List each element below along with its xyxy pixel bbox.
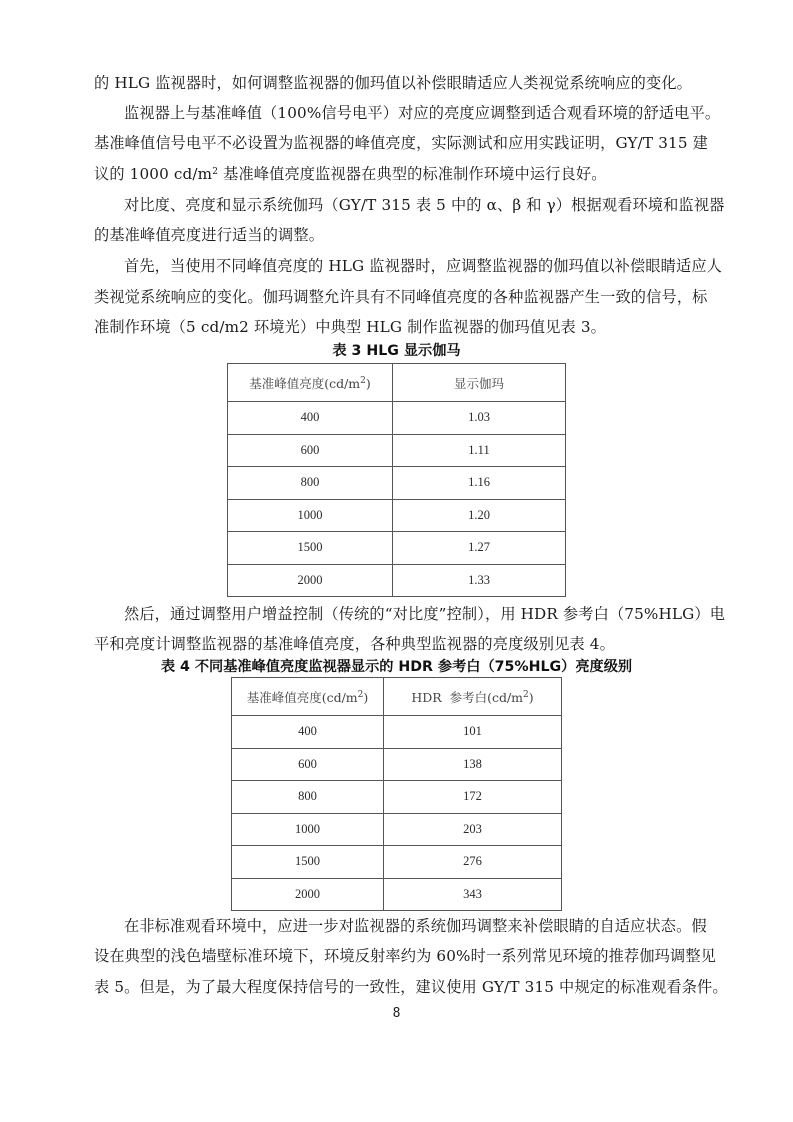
table-header-row [232,678,562,716]
table-cell: 1000 [232,813,384,846]
paragraph-line: 准制作环境（5 cd/m2 环境光）中典型 HLG 制作监视器的伽玛值见表 3。 [94,318,607,336]
table-cell: 1.11 [393,434,566,467]
table-cell: 343 [384,878,562,911]
header-text: ) [528,689,534,705]
table-cell: 600 [232,748,384,781]
table-row [228,499,566,532]
table-cell: 101 [384,716,562,749]
superscript: 2 [360,375,366,386]
paragraph-line: 对比度、亮度和显示系统伽玛（GY/T 315 表 5 中的 α、β 和 γ）根据观看环境和监视器 [124,196,725,214]
table-cell: 2000 [232,878,384,911]
table-row [228,434,566,467]
superscript: 2 [212,167,219,177]
table3-caption: 表 3 HLG 显示伽马 [332,343,461,359]
table-cell: 172 [384,781,562,814]
paragraph-line: 的 HLG 监视器时，如何调整监视器的伽玛值以补偿眼睛适应人类视觉系统响应的变化。 [94,74,693,92]
table-row [232,846,562,879]
table-cell: 138 [384,748,562,781]
table-cell: 800 [232,781,384,814]
column-header-peak-luminance [228,364,393,402]
table-header-row [228,364,566,402]
paragraph-line: 平和亮度计调整监视器的基准峰值亮度，各种典型监视器的亮度级别见表 4。 [94,635,615,653]
text-segment: 基准峰值亮度监视器在典型的标准制作环境中运行良好。 [218,165,607,183]
table-row [228,532,566,565]
table-cell: 800 [228,467,393,500]
table-cell: 1500 [228,532,393,565]
paragraph-line: 的基准峰值亮度进行适当的调整。 [94,226,325,244]
table-row [228,402,566,435]
paragraph-line: 在非标准观看环境中，应进一步对监视器的系统伽玛调整来补偿眼睛的自适应状态。假 [124,917,707,935]
table-cell: 400 [232,716,384,749]
table-row [232,781,562,814]
paragraph-line: 设在典型的浅色墙壁标准环境下，环境反射率约为 60%时一系列常见环境的推荐伽玛调整见 [94,947,717,965]
superscript: 2 [523,689,529,700]
table-cell: 1.03 [393,402,566,435]
paragraph-line [94,164,704,184]
header-text: 基准峰值亮度(cd/m [249,375,361,391]
text-segment: 议的 1000 cd/m [94,165,213,183]
table-cell: 1000 [228,499,393,532]
table-row [232,878,562,911]
table-row [232,716,562,749]
paragraph-line: 首先，当使用不同峰值亮度的 HLG 监视器时，应调整监视器的伽玛值以补偿眼睛适应人 [124,257,723,275]
table-row [232,748,562,781]
header-text: ) [365,375,371,391]
table-row [232,813,562,846]
header-text: 基准峰值亮度(cd/m [246,689,358,705]
header-text: HDR 参考白(cd/m [411,689,524,705]
table-cell: 203 [384,813,562,846]
table-cell: 1500 [232,846,384,879]
paragraph-line: 基准峰值信号电平不必设置为监视器的峰值亮度，实际测试和应用实践证明，GY/T 315 建 [94,134,708,152]
table-row [228,564,566,597]
table-cell: 276 [384,846,562,879]
column-header-peak-luminance [232,678,384,716]
superscript: 2 [357,689,364,700]
table4-caption: 表 4 不同基准峰值亮度监视器显示的 HDR 参考白（75%HLG）亮度级别 [160,659,633,675]
header-text: ) [363,689,369,705]
column-header-display-gamma: 显示伽玛 [393,364,566,402]
paragraph-line: 监视器上与基准峰值（100%信号电平）对应的亮度应调整到适合观看环境的舒适电平。 [124,104,721,122]
table-cell: 1.16 [393,467,566,500]
table-cell: 1.33 [393,564,566,597]
paragraph-line: 类视觉系统响应的变化。伽玛调整允许具有不同峰值亮度的各种监视器产生一致的信号，标 [94,288,708,306]
table-row [228,467,566,500]
table-cell: 600 [228,434,393,467]
column-header-hdr-reference-white [384,678,562,716]
table-cell: 1.20 [393,499,566,532]
page-number: 8 [392,1006,401,1021]
table-cell: 400 [228,402,393,435]
table3 [227,363,566,597]
table-cell: 1.27 [393,532,566,565]
table4 [231,677,562,911]
paragraph-line: 然后，通过调整用户增益控制（传统的“对比度”控制），用 HDR 参考白（75%HLG）电 [124,605,726,623]
table-cell: 2000 [228,564,393,597]
paragraph-line: 表 5。但是，为了最大程度保持信号的一致性，建议使用 GY/T 315 中规定的标准观看条件。 [94,978,728,996]
